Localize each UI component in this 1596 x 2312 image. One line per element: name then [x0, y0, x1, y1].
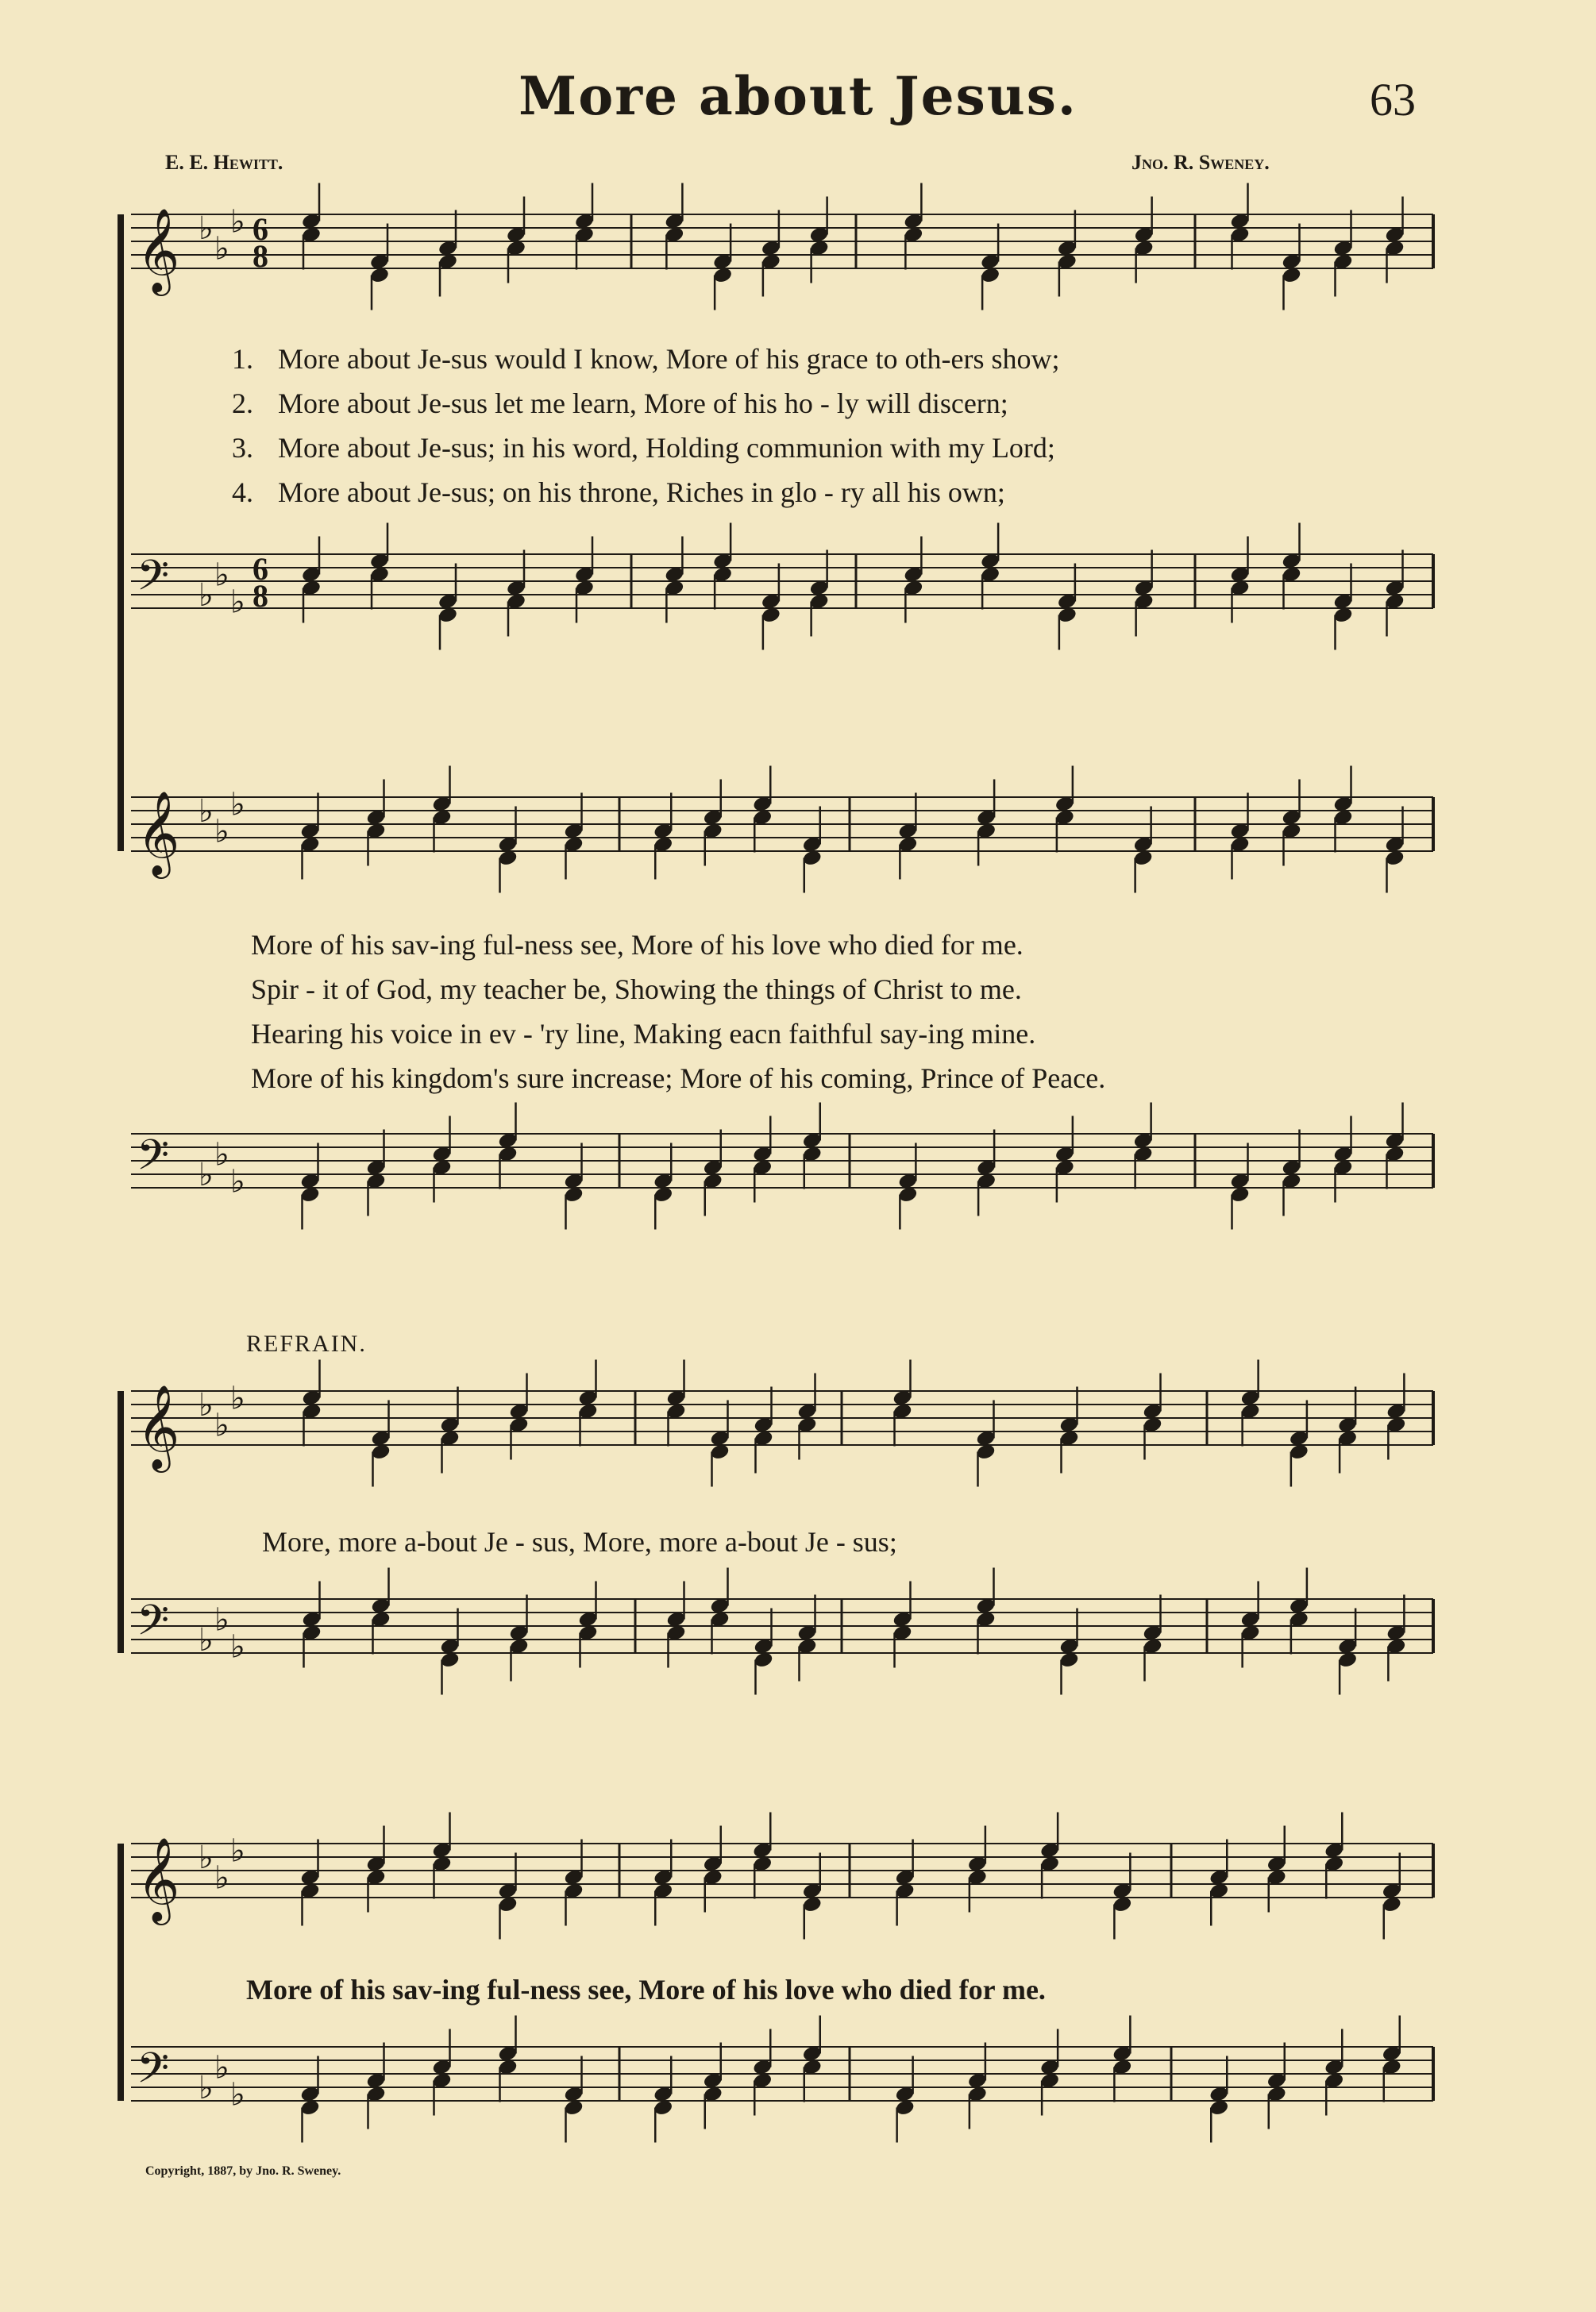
- verse-4-line-a: 4. More about Je-sus; on his throne, Riches in glo - ry all his own;: [232, 476, 1005, 508]
- flat-icon: ♭: [214, 1859, 229, 1897]
- bass-clef-icon: 𝄢: [137, 1131, 170, 1190]
- lyricist-credit: E. E. Hewitt.: [165, 151, 283, 174]
- time-signature-top: 6: [253, 551, 268, 587]
- flat-icon: ♭: [199, 1840, 214, 1876]
- verse-1-line-b: More of his sav-ing ful-ness see, More of his love who died for me.: [251, 929, 1024, 961]
- flat-icon: ♭: [230, 1628, 245, 1666]
- composer-credit: Jno. R. Sweney.: [1131, 151, 1270, 174]
- flat-icon: ♭: [214, 230, 229, 268]
- refrain-label: REFRAIN.: [246, 1331, 367, 1357]
- treble-clef-icon: 𝄞: [137, 1384, 180, 1469]
- verse-4-line-b: More of his kingdom's sure increase; More of his coming, Prince of Peace.: [251, 1062, 1106, 1094]
- treble-clef-icon: 𝄞: [137, 207, 180, 292]
- bass-clef-icon: 𝄢: [137, 1597, 170, 1655]
- verse-3-line-a: 3. More about Je-sus; in his word, Holding communion with my Lord;: [232, 432, 1055, 464]
- flat-icon: ♭: [214, 1601, 229, 1639]
- flat-icon: ♭: [199, 2070, 214, 2106]
- time-signature-top: 6: [253, 211, 268, 247]
- treble-clef-icon: 𝄞: [137, 790, 180, 875]
- flat-icon: ♭: [214, 1407, 229, 1444]
- system-bar: [118, 554, 124, 851]
- flat-icon: ♭: [214, 1136, 229, 1173]
- flat-icon: ♭: [199, 793, 214, 830]
- system-bar: [118, 1391, 124, 1653]
- bass-clef-icon: 𝄢: [137, 552, 170, 611]
- page-number: 63: [1370, 74, 1416, 125]
- flat-icon: ♭: [230, 1380, 245, 1417]
- flat-icon: ♭: [214, 813, 229, 850]
- refrain-line-2: More of his sav-ing ful-ness see, More of his love who died for me.: [246, 1974, 1046, 2006]
- flat-icon: ♭: [230, 786, 245, 823]
- flat-icon: ♭: [199, 1622, 214, 1659]
- verse-2-line-b: Spir - it of God, my teacher be, Showing the things of Christ to me.: [251, 973, 1022, 1005]
- flat-icon: ♭: [230, 1832, 245, 1870]
- flat-icon: ♭: [199, 210, 214, 247]
- flat-icon: ♭: [199, 577, 214, 614]
- time-signature-bottom: 8: [253, 238, 268, 274]
- verse-3-line-b: Hearing his voice in ev - 'ry line, Making eacn faithful say-ing mine.: [251, 1018, 1036, 1050]
- flat-icon: ♭: [199, 1157, 214, 1193]
- copyright-notice: Copyright, 1887, by Jno. R. Sweney.: [145, 2164, 341, 2178]
- flat-icon: ♭: [230, 203, 245, 241]
- flat-icon: ♭: [214, 2049, 229, 2087]
- flat-icon: ♭: [230, 2076, 245, 2114]
- flat-icon: ♭: [230, 584, 245, 621]
- verse-2-line-a: 2. More about Je-sus let me learn, More of his ho - ly will discern;: [232, 387, 1008, 419]
- treble-clef-icon: 𝄞: [137, 1836, 180, 1921]
- verses-part1: [232, 337, 1059, 514]
- verses-part2: [251, 923, 1105, 1100]
- bass-clef-icon: 𝄢: [137, 2044, 170, 2103]
- hymn-title: More about Jesus.: [519, 65, 1077, 127]
- system-bar: [118, 1844, 124, 2101]
- flat-icon: ♭: [230, 1163, 245, 1200]
- flat-icon: ♭: [214, 557, 229, 594]
- refrain-line-1: More, more a-bout Je - sus, More, more a-bout Je - sus;: [262, 1526, 897, 1558]
- time-signature-bottom: 8: [253, 578, 268, 614]
- verse-1-line-a: 1. More about Je-sus would I know, More of his grace to oth-ers show;: [232, 343, 1060, 375]
- flat-icon: ♭: [199, 1387, 214, 1424]
